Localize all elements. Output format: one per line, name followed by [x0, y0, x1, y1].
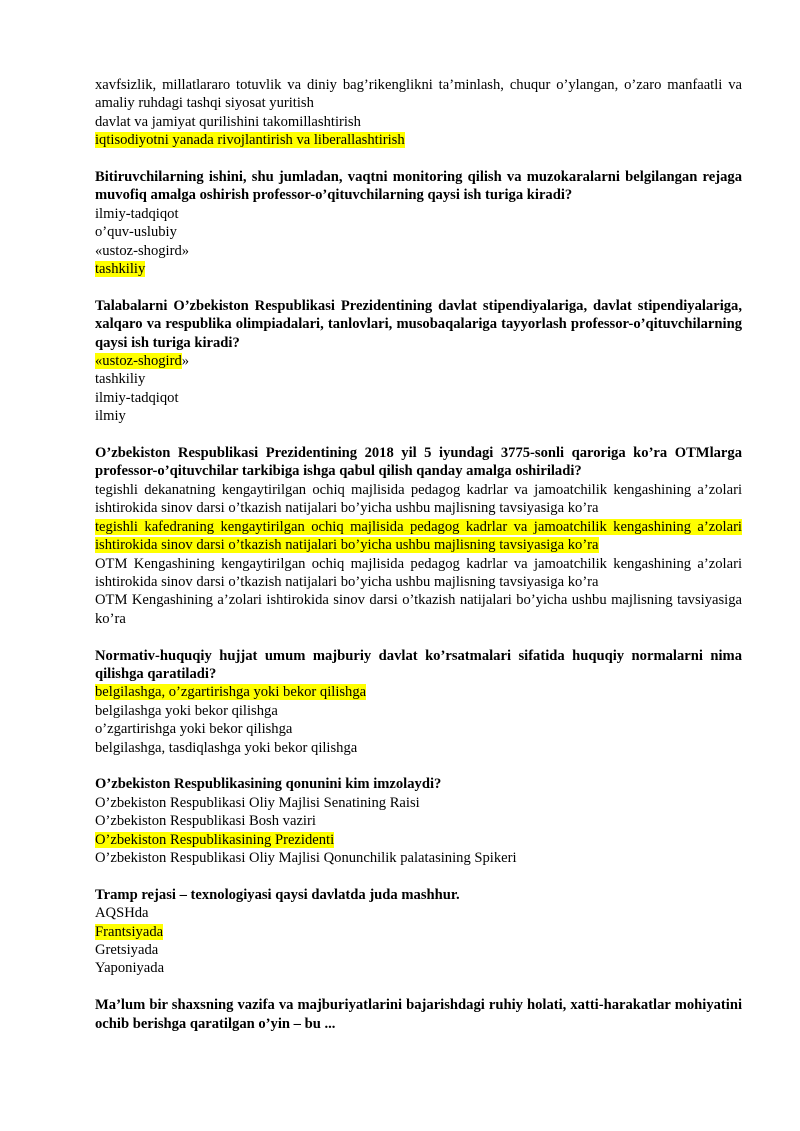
answer-option: belgilashga, tasdiqlashga yoki bekor qilishga: [95, 739, 358, 756]
highlighted-answer: «ustoz-shogird: [95, 353, 182, 370]
answer-suffix: »: [181, 353, 190, 370]
answer-option-correct: [95, 683, 742, 701]
answer-option: Gretsiyada: [95, 942, 159, 958]
answer-option-correct: [95, 131, 742, 149]
answer-option: AQSHda: [95, 905, 149, 922]
question-text: Normativ-huquqiy hujjat umum majburiy davlat ko’rsatmalari sifatida huquqiy normalarni nima qilishga qaratiladi?: [95, 647, 742, 682]
highlighted-answer: O’zbekiston Respublikasining Prezidenti: [95, 831, 335, 848]
answer-option: o’zgartirishga yoki bekor qilishga: [95, 721, 293, 738]
answer-option: belgilashga yoki bekor qilishga: [95, 702, 278, 719]
answer-option: o’quv-uslubiy: [95, 224, 177, 241]
answer-option: «ustoz-shogird»: [95, 242, 190, 259]
answer-option-correct: [95, 923, 742, 941]
highlighted-answer: iqtisodiyotni yanada rivojlantirish va liberallashtirish: [95, 132, 405, 149]
highlighted-answer: tashkiliy: [95, 261, 146, 278]
answer-option: xavfsizlik, millatlararo totuvlik va diniy bag’rikenglikni ta’minlash, chuqur o’ylangan, o’zaro manfaatli va amaliy ruhdagi tashqi siyosat yuritish: [95, 77, 742, 112]
answer-option-correct: [95, 831, 742, 849]
answer-option: OTM Kengashining kengaytirilgan ochiq majlisida pedagog kadrlar va jamoatchilik kengashining a’zolari ishtirokida sinov darsi o’tkazish natijalari bo’yicha ushbu majlisning tavsiyasiga ko’ra: [95, 555, 742, 590]
answer-option: O’zbekiston Respublikasi Bosh vaziri: [95, 813, 316, 830]
answer-option: ilmiy-tadqiqot: [95, 205, 179, 222]
question-text: Talabalarni O’zbekiston Respublikasi Prezidentining davlat stipendiyalariga, davlat stipendiyalariga, xalqaro va respublika olimpiadalari, tanlovlari, musobaqalariga tayyorlash professor-o’qituvchilarning qaysi ish turiga kiradi?: [95, 297, 742, 351]
highlighted-answer: Frantsiyada: [95, 923, 164, 940]
answer-option: davlat va jamiyat qurilishini takomillashtirish: [95, 113, 361, 130]
answer-option: Yaponiyada: [95, 960, 165, 977]
question-text: Ma’lum bir shaxsning vazifa va majburiyatlarini bajarishdagi ruhiy holati, xatti-harakatlar mohiyatini ochib berishga qaratilgan o’yin – bu ...: [95, 997, 742, 1032]
question-text: O’zbekiston Respublikasi Prezidentining 2018 yil 5 iyundagi 3775-sonli qaroriga ko’ra OTMlarga professor-o’qituvchilar tarkibiga ishga qabul qilish qanday amalga oshiriladi?: [95, 445, 742, 480]
answer-option: OTM Kengashining a’zolari ishtirokida sinov darsi o’tkazish natijalari bo’yicha ushbu majlisning tavsiyasiga ko’ra: [95, 592, 742, 627]
question-text: Bitiruvchilarning ishini, shu jumladan, vaqtni monitoring qilish va muzokaralarni belgilangan rejaga muvofiq amalga oshirish professor-o’qituvchilarning qaysi ish turiga kiradi?: [95, 169, 742, 204]
answer-option: O’zbekiston Respublikasi Oliy Majlisi Senatining Raisi: [95, 794, 420, 811]
answer-option-correct: [95, 260, 742, 278]
question-text: O’zbekiston Respublikasining qonunini kim imzolaydi?: [95, 776, 442, 793]
answer-option-correct: [95, 352, 742, 370]
answer-option: tashkiliy: [95, 371, 146, 388]
document-page: [95, 76, 742, 1033]
highlighted-answer: belgilashga, o’zgartirishga yoki bekor qilishga: [95, 684, 367, 701]
answer-option: O’zbekiston Respublikasi Oliy Majlisi Qonunchilik palatasining Spikeri: [95, 849, 517, 866]
answer-option: ilmiy-tadqiqot: [95, 389, 179, 406]
answer-option: ilmiy: [95, 408, 126, 425]
answer-option-correct: [95, 518, 742, 555]
question-text: Tramp rejasi – texnologiyasi qaysi davlatda juda mashhur.: [95, 886, 460, 903]
highlighted-answer: tegishli kafedraning kengaytirilgan ochiq majlisida pedagog kadrlar va jamoatchilik kengashining a’zolari ishtirokida sinov darsi o’tkazish natijalari bo’yicha ushbu majlisning tavsiyasiga ko’ra: [95, 518, 742, 554]
answer-option: tegishli dekanatning kengaytirilgan ochiq majlisida pedagog kadrlar va jamoatchilik kengashining a’zolari ishtirokida sinov darsi o’tkazish natijalari bo’yicha ushbu majlisning tavsiyasiga ko’ra: [95, 481, 742, 517]
